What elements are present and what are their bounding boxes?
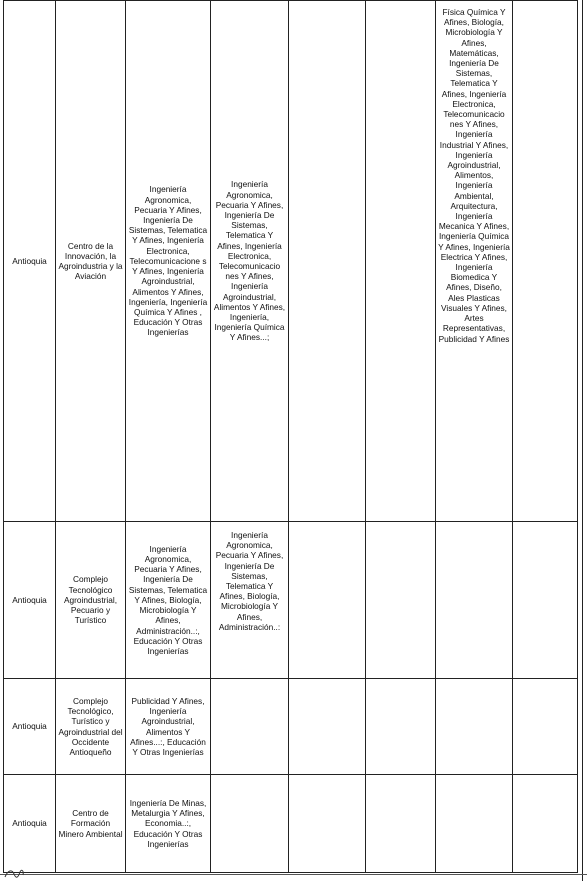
empty-cell xyxy=(513,679,578,775)
table-row xyxy=(4,522,578,679)
programs-cell: Ingeniería Agronomica, Pecuaria Y Afines, Ingeniería De Sistemas, Telematica Y Afines, Biología, Microbiología Y Afines, Administración..:, Educación Y Otras Ingenierías xyxy=(126,522,211,679)
empty-cell xyxy=(211,679,289,775)
footer-divider xyxy=(0,874,587,875)
department-cell: Antioquia xyxy=(4,775,56,873)
empty-cell xyxy=(366,522,436,679)
programs-table xyxy=(3,0,578,873)
empty-cell xyxy=(513,1,578,522)
empty-cell xyxy=(366,679,436,775)
empty-cell xyxy=(289,679,366,775)
department-cell: Antioquia xyxy=(4,679,56,775)
center-cell: Complejo Tecnológico Agroindustrial, Pecuario y Turístico xyxy=(56,522,126,679)
table-row xyxy=(4,679,578,775)
table-row xyxy=(4,1,578,522)
empty-cell xyxy=(436,679,513,775)
programs-cell: Ingeniería Agronomica, Pecuaria Y Afines, Ingeniería De Sistemas, Telematica Y Afines, Ingeniería Electronica, Telecomunicacio nes Y Afines, Ingeniería Agroindustrial, Alimentos Y Afines, Ingeniería, Ingeniería Química Y Afines...; xyxy=(211,1,289,522)
page-edge-line xyxy=(582,0,583,881)
programs-cell: Publicidad Y Afines, Ingeniería Agroindustrial, Alimentos Y Afines...:, Educación Y Otras Ingenierías xyxy=(126,679,211,775)
empty-cell xyxy=(436,522,513,679)
table-row xyxy=(4,775,578,873)
empty-cell xyxy=(513,775,578,873)
programs-cell: Ingeniería Agronomica, Pecuaria Y Afines, Ingeniería De Sistemas, Telematica Y Afines, Ingeniería Electronica, Telecomunicacione s Y Afines, Ingeniería Agroindustrial, Alimentos Y Afines, Ingeniería, Ingeniería Química Y Afines , Educación Y Otras Ingenierías xyxy=(126,1,211,522)
department-cell: Antioquia xyxy=(4,1,56,522)
center-cell: Centro de Formación Minero Ambiental xyxy=(56,775,126,873)
programs-cell: Física Química Y Afines, Biología, Microbiología Y Afines, Matemáticas, Ingeniería De Sistemas, Telematica Y Afines, Ingeniería Electronica, Telecomunicacio nes Y Afines, Ingeniería Industrial Y Afines, Ingeniería Agroindustrial, Alimentos, Ingeniería Ambiental, Arquitectura, Ingeniería Mecanica Y Afines, Ingeniería Química Y Afines, Ingeniería Electrica Y Afines, Ingeniería Biomedica Y Afines, Diseño, Ales Plasticas Visuales Y Afines, Artes Representativas, Publicidad Y Afines xyxy=(436,1,513,522)
center-cell: Complejo Tecnológico, Turístico y Agroindustrial del Occidente Antioqueño xyxy=(56,679,126,775)
handwritten-mark xyxy=(2,866,42,880)
department-cell: Antioquia xyxy=(4,522,56,679)
empty-cell xyxy=(289,775,366,873)
empty-cell xyxy=(366,1,436,522)
programs-cell: Ingeniería De Minas, Metalurgia Y Afines, Economia..:, Educación Y Otras Ingenierías xyxy=(126,775,211,873)
empty-cell xyxy=(366,775,436,873)
center-cell: Centro de la Innovación, la Agroindustria y la Aviación xyxy=(56,1,126,522)
empty-cell xyxy=(513,522,578,679)
empty-cell xyxy=(436,775,513,873)
empty-cell xyxy=(289,522,366,679)
empty-cell xyxy=(211,775,289,873)
empty-cell xyxy=(289,1,366,522)
programs-cell: Ingeniería Agronomica, Pecuaria Y Afines, Ingeniería De Sistemas, Telematica Y Afines, Biología, Microbiología Y Afines, Administración..: xyxy=(211,522,289,679)
